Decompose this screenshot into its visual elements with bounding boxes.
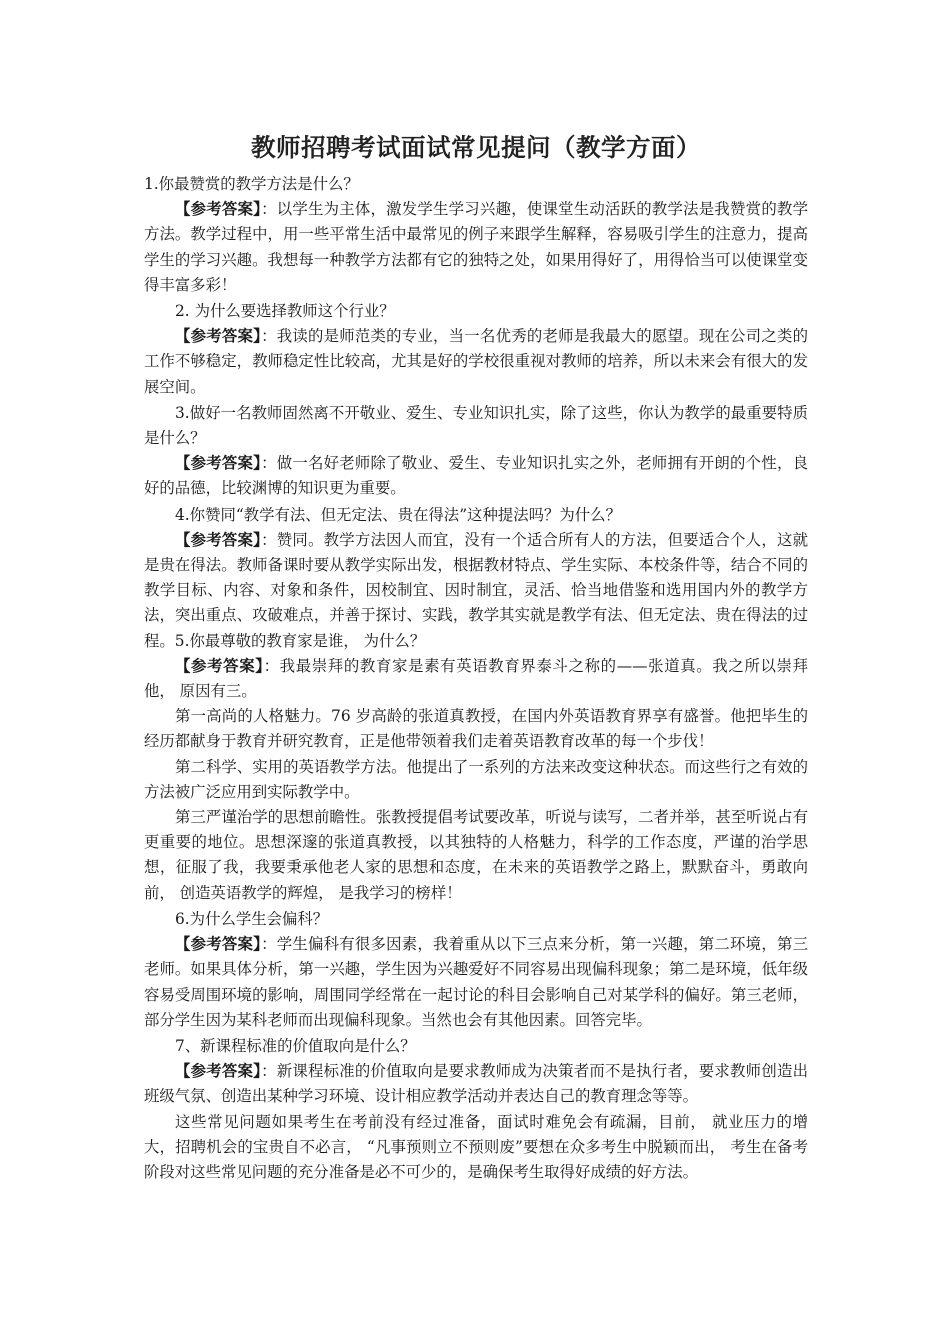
paragraph-reason-1: 第一高尚的人格魅力。76 岁高龄的张道真教授，在国内外英语教育界享有盛誉。他把毕生的经历都献身于教育并研究教育，正是他带领着我们走着英语教育改革的每一个步伐！ <box>144 707 808 751</box>
answer-label: 【参考答案】 <box>175 1062 262 1081</box>
question-6: 6.为什么学生会偏科？ <box>175 909 329 928</box>
answer-2: 【参考答案】：我读的是师范类的专业，当一名优秀的老师是我最大的愿望。现在公司之类的工作不够稳定，教师稳定性比较高，尤其是好的学校很重视对教师的培养，所以未来会有很大的发展空间。 <box>144 327 808 396</box>
answer-label: 【参考答案】 <box>175 200 262 219</box>
document-page <box>144 128 808 1185</box>
question-4: 4.你赞同“教学有法、但无定法、贵在得法”这种提法吗？为什么？ <box>175 505 621 524</box>
answer-label: 【参考答案】 <box>175 656 264 675</box>
answer-1: 【参考答案】：以学生为主体，激发学生学习兴趣，使课堂生动活跃的教学法是我赞赏的教学方法。教学过程中，用一些平常生活中最常见的例子来跟学生解释，容易吸引学生的注意力，提高学生的学习兴趣。我想每一种教学方法都有它的独特之处，如果用得好了，用得恰当可以使课堂变得丰富多彩！ <box>144 200 808 294</box>
answer-3: 【参考答案】：做一名好老师除了敬业、爱生、专业知识扎实之外，老师拥有开朗的个性，良好的品德，比较渊博的知识更为重要。 <box>144 454 808 498</box>
question-1: 1.你最赞赏的教学方法是什么？ <box>144 175 359 193</box>
answer-7: 【参考答案】：新课程标准的价值取向是要求教师成为决策者而不是执行者，要求教师创造出班级气氛、创造出某种学习环境、设计相应教学活动并表达自己的教育理念等等。 <box>144 1062 808 1106</box>
answer-6: 【参考答案】：学生偏科有很多因素，我着重从以下三点来分析，第一兴趣，第二环境，第三老师。如果具体分析，第一兴趣，学生因为兴趣爱好不同容易出现偏科现象；第二是环境，低年级容易受周围环境的影响，周围同学经常在一起讨论的科目会影响自己对某学科的偏好。第三老师，部分学生因为某科老师而出现偏科现象。当然也会有其他因素。回答完毕。 <box>144 935 808 1029</box>
answer-label: 【参考答案】 <box>175 935 262 954</box>
paragraph-reason-3: 第三严谨治学的思想前瞻性。张教授提倡考试要改革，听说与读写，二者并举，甚至听说占有更重要的地位。思想深邃的张道真教授，以其独特的人格魅力，科学的工作态度，严谨的治学思想，征服了我，我要秉承他老人家的思想和态度，在未来的英语教学之路上，默默奋斗，勇敢向前， 创造英语教学的辉煌， 是我学习的榜样！ <box>144 808 808 902</box>
answer-4: 【参考答案】：赞同。教学方法因人而宜，没有一个适合所有人的方法，但要适合个人，这就是贵在得法。教师备课时要从教学实际出发，根据教材特点、学生实际、本校条件等，结合不同的教学目标、内容、对象和条件，因校制宜、因时制宜，灵活、恰当地借鉴和选用国内外的教学方法，突出重点、攻破难点，并善于探讨、实践，教学其实就是教学有法、但无定法、贵在得法的过程。5.你最尊敬的教育家是谁， 为什么？ <box>144 530 808 650</box>
question-7: 7、新课程标准的价值取向是什么？ <box>175 1036 416 1055</box>
answer-5: 【参考答案】：我最崇拜的教育家是素有英语教育界泰斗之称的——张道真。我之所以崇拜他， 原因有三。 <box>144 656 808 701</box>
answer-label: 【参考答案】 <box>175 530 262 549</box>
document-title: 教师招聘考试面试常见提问（教学方面） <box>251 133 701 162</box>
answer-label: 【参考答案】 <box>175 454 262 473</box>
closing-paragraph: 这些常见问题如果考生在考前没有经过准备，面试时难免会有疏漏，目前， 就业压力的增大，招聘机会的宝贵自不必言， “凡事预则立不预则废”要想在众多考生中脱颖而出， 考生在备考阶段对这些常见问题的充分准备是必不可少的，是确保考生取得好成绩的好方法。 <box>144 1112 808 1181</box>
paragraph-reason-2: 第二科学、实用的英语教学方法。他提出了一系列的方法来改变这种状态。而这些行之有效的方法被广泛应用到实际教学中。 <box>144 757 808 801</box>
question-2: 2. 为什么要选择教师这个行业？ <box>175 302 395 321</box>
question-3: 3.做好一名教师固然离不开敬业、爱生、专业知识扎实，除了这些，你认为教学的最重要特质是什么？ <box>144 403 808 448</box>
answer-label: 【参考答案】 <box>175 327 262 346</box>
